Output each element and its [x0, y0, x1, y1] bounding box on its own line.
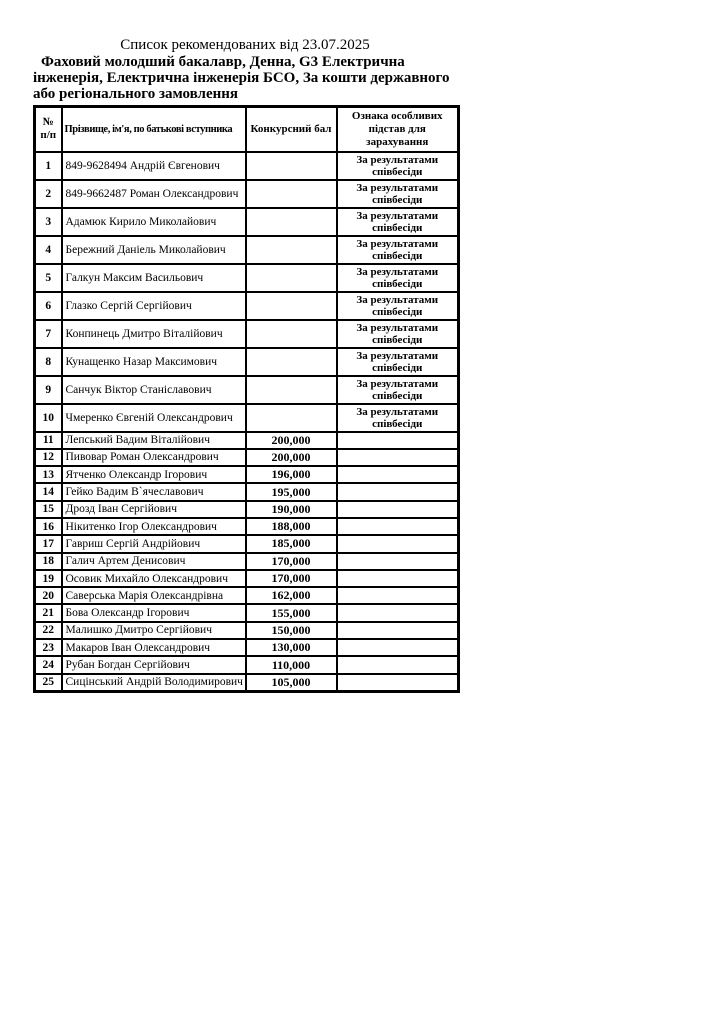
competition-score — [246, 264, 337, 292]
special-conditions: За результатами співбесіди — [337, 404, 459, 432]
applicant-name: Дрозд Іван Сергійович — [62, 501, 246, 518]
table-row — [35, 152, 459, 180]
row-number: 11 — [35, 432, 62, 449]
applicant-name: Осовик Михайло Олександрович — [62, 570, 246, 587]
table-row — [35, 553, 459, 570]
special-conditions — [337, 587, 459, 604]
special-conditions — [337, 483, 459, 500]
applicant-name: Саверська Марія Олександрівна — [62, 587, 246, 604]
competition-score — [246, 152, 337, 180]
competition-score: 200,000 — [246, 449, 337, 466]
special-conditions: За результатами співбесіди — [337, 152, 459, 180]
competition-score — [246, 208, 337, 236]
table-row — [35, 622, 459, 639]
table-row — [35, 518, 459, 535]
special-conditions: За результатами співбесіди — [337, 180, 459, 208]
table-row — [35, 483, 459, 500]
applicant-name: Бережний Даніель Миколайович — [62, 236, 246, 264]
row-number: 16 — [35, 518, 62, 535]
row-number: 12 — [35, 449, 62, 466]
row-number: 10 — [35, 404, 62, 432]
table-row — [35, 348, 459, 376]
row-number: 19 — [35, 570, 62, 587]
competition-score: 170,000 — [246, 570, 337, 587]
table-row — [35, 466, 459, 483]
table-row — [35, 570, 459, 587]
competition-score: 190,000 — [246, 501, 337, 518]
subtitle-line-3: або регіонального замовлення — [33, 86, 239, 102]
applicant-name: Малишко Дмитро Сергійович — [62, 622, 246, 639]
competition-score — [246, 320, 337, 348]
row-number: 15 — [35, 501, 62, 518]
applicant-name: Кунащенко Назар Максимович — [62, 348, 246, 376]
special-conditions: За результатами співбесіди — [337, 376, 459, 404]
special-conditions — [337, 604, 459, 621]
subtitle-line-2: інженерія, Електрична інженерія БСО, За кошти державного — [33, 70, 450, 86]
special-conditions — [337, 449, 459, 466]
special-conditions — [337, 518, 459, 535]
header-competition-score: Конкурсний бал — [246, 107, 337, 152]
document-page — [33, 36, 457, 693]
applicant-name: Макаров Іван Олександрович — [62, 639, 246, 656]
row-number: 18 — [35, 553, 62, 570]
subtitle-line-1: Фаховий молодший бакалавр, Денна, G3 Електрична — [41, 54, 405, 70]
document-subtitle — [33, 54, 457, 102]
competition-score: 130,000 — [246, 639, 337, 656]
special-conditions — [337, 656, 459, 673]
table-row — [35, 236, 459, 264]
row-number: 8 — [35, 348, 62, 376]
row-number: 22 — [35, 622, 62, 639]
special-conditions — [337, 535, 459, 552]
special-conditions: За результатами співбесіди — [337, 264, 459, 292]
competition-score: 155,000 — [246, 604, 337, 621]
applicant-name: Галич Артем Денисович — [62, 553, 246, 570]
competition-score — [246, 376, 337, 404]
table-row — [35, 292, 459, 320]
special-conditions: За результатами співбесіди — [337, 208, 459, 236]
competition-score: 150,000 — [246, 622, 337, 639]
row-number: 25 — [35, 674, 62, 692]
row-number: 1 — [35, 152, 62, 180]
competition-score: 110,000 — [246, 656, 337, 673]
row-number: 14 — [35, 483, 62, 500]
row-number: 17 — [35, 535, 62, 552]
special-conditions — [337, 501, 459, 518]
applicant-name: Санчук Віктор Станіславович — [62, 376, 246, 404]
applicant-name: Лепський Вадим Віталійович — [62, 432, 246, 449]
competition-score: 195,000 — [246, 483, 337, 500]
special-conditions — [337, 432, 459, 449]
special-conditions — [337, 622, 459, 639]
row-number: 24 — [35, 656, 62, 673]
row-number: 20 — [35, 587, 62, 604]
applicant-name: Бова Олександр Ігорович — [62, 604, 246, 621]
table-body — [35, 152, 459, 692]
applicants-table — [33, 105, 460, 693]
table-header-row — [35, 107, 459, 152]
header-special-conditions: Ознака особливих підстав для зарахування — [337, 107, 459, 152]
row-number: 2 — [35, 180, 62, 208]
table-row — [35, 432, 459, 449]
table-row — [35, 208, 459, 236]
special-conditions: За результатами співбесіди — [337, 348, 459, 376]
applicant-name: Ятченко Олександр Ігорович — [62, 466, 246, 483]
special-conditions: За результатами співбесіди — [337, 292, 459, 320]
competition-score — [246, 348, 337, 376]
special-conditions — [337, 570, 459, 587]
competition-score — [246, 236, 337, 264]
row-number: 23 — [35, 639, 62, 656]
applicant-name: Нікитенко Ігор Олександрович — [62, 518, 246, 535]
row-number: 3 — [35, 208, 62, 236]
table-row — [35, 501, 459, 518]
row-number: 6 — [35, 292, 62, 320]
special-conditions — [337, 553, 459, 570]
competition-score: 188,000 — [246, 518, 337, 535]
competition-score — [246, 292, 337, 320]
competition-score: 170,000 — [246, 553, 337, 570]
table-row — [35, 604, 459, 621]
row-number: 7 — [35, 320, 62, 348]
table-row — [35, 639, 459, 656]
table-row — [35, 404, 459, 432]
applicant-name: Гавриш Сергій Андрійович — [62, 535, 246, 552]
header-row-number: № п/п — [35, 107, 62, 152]
competition-score: 185,000 — [246, 535, 337, 552]
applicant-name: Конпинець Дмитро Віталійович — [62, 320, 246, 348]
competition-score — [246, 404, 337, 432]
applicant-name: Рубан Богдан Сергійович — [62, 656, 246, 673]
table-row — [35, 656, 459, 673]
table-row — [35, 180, 459, 208]
special-conditions: За результатами співбесіди — [337, 320, 459, 348]
row-number: 21 — [35, 604, 62, 621]
applicant-name: Адамюк Кирило Миколайович — [62, 208, 246, 236]
applicant-name: Галкун Максим Васильович — [62, 264, 246, 292]
applicant-name: Глазко Сергій Сергійович — [62, 292, 246, 320]
applicant-name: 849-9628494 Андрій Євгенович — [62, 152, 246, 180]
applicant-name: Чмеренко Євгеній Олександрович — [62, 404, 246, 432]
competition-score: 196,000 — [246, 466, 337, 483]
row-number: 4 — [35, 236, 62, 264]
applicant-name: Гейко Вадим В`ячеславович — [62, 483, 246, 500]
table-row — [35, 674, 459, 692]
table-row — [35, 320, 459, 348]
competition-score: 200,000 — [246, 432, 337, 449]
document-title: Список рекомендованих від 23.07.2025 — [120, 37, 370, 53]
row-number: 5 — [35, 264, 62, 292]
row-number: 13 — [35, 466, 62, 483]
table-row — [35, 376, 459, 404]
special-conditions — [337, 674, 459, 692]
competition-score: 162,000 — [246, 587, 337, 604]
table-row — [35, 587, 459, 604]
applicant-name: Пивовар Роман Олександрович — [62, 449, 246, 466]
table-row — [35, 449, 459, 466]
table-row — [35, 264, 459, 292]
header-applicant-name: Прізвище, ім'я, по батькові вступника — [62, 107, 246, 152]
table-row — [35, 535, 459, 552]
row-number: 9 — [35, 376, 62, 404]
special-conditions — [337, 466, 459, 483]
special-conditions — [337, 639, 459, 656]
applicant-name: Сицінський Андрій Володимирович — [62, 674, 246, 692]
competition-score: 105,000 — [246, 674, 337, 692]
applicant-name: 849-9662487 Роман Олександрович — [62, 180, 246, 208]
special-conditions: За результатами співбесіди — [337, 236, 459, 264]
competition-score — [246, 180, 337, 208]
